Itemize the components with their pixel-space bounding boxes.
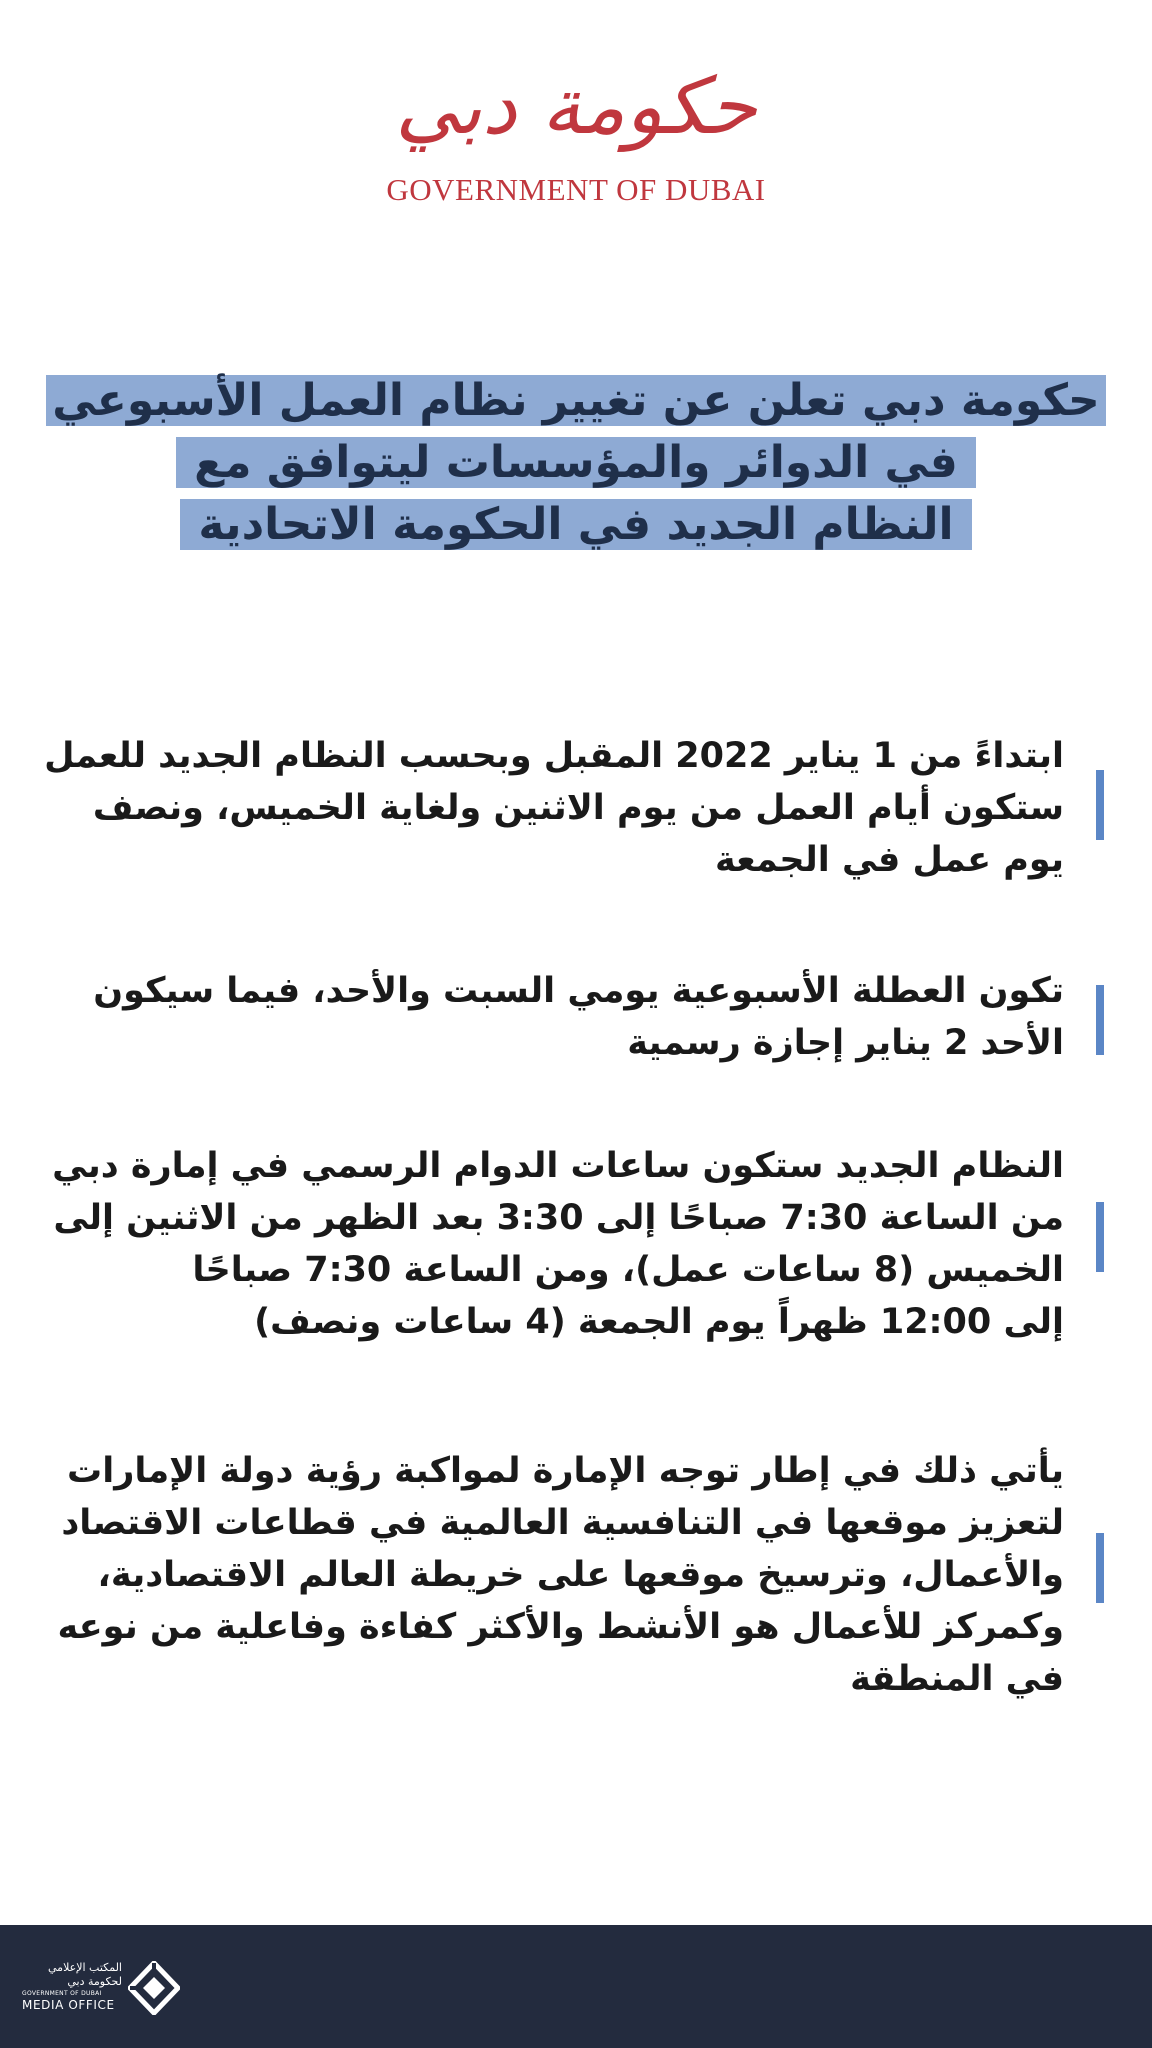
accent-bar xyxy=(1096,770,1104,840)
paragraph-text: يأتي ذلك في إطار توجه الإمارة لمواكبة رؤية دولة الإمارات لتعزيز موقعها في التنافسية العالمية في قطاعات الاقتصاد والأعمال، وترسيخ موقعها على خريطة العالم الاقتصادية، وكمركز للأعمال هو الأنشط والأكثر كفاءة وفاعلية من نوعه في المنطقة xyxy=(57,1451,1064,1699)
paragraph-text: تكون العطلة الأسبوعية يومي السبت والأحد، فيما سيكون الأحد 2 يناير إجازة رسمية xyxy=(93,971,1064,1063)
media-office-government-label: GOVERNMENT OF DUBAI xyxy=(22,1990,102,1997)
logo-english-wordmark: GOVERNMENT OF DUBAI xyxy=(386,172,766,207)
paragraph-weekend xyxy=(40,965,1104,1069)
headline-line-1: حكومة دبي تعلن عن تغيير نظام العمل الأسبوعي xyxy=(0,370,1152,432)
government-of-dubai-logo xyxy=(0,52,1152,212)
paragraph-work-days xyxy=(40,730,1104,886)
accent-bar xyxy=(1096,1202,1104,1272)
headline xyxy=(0,370,1152,556)
media-office-logo xyxy=(22,1961,182,2021)
media-office-arabic-title: المكتب الإعلامي xyxy=(48,1961,122,1974)
footer xyxy=(0,1925,1152,2048)
paragraph-working-hours xyxy=(40,1140,1104,1348)
media-office-english-label: MEDIA OFFICE xyxy=(22,1998,115,2012)
paragraph-text: ابتداءً من 1 يناير 2022 المقبل وبحسب النظام الجديد للعمل ستكون أيام العمل من يوم الاثنين ولغاية الخميس، ونصف يوم عمل في الجمعة xyxy=(44,736,1064,880)
media-office-wordmark xyxy=(22,1961,122,2012)
media-office-emblem-icon xyxy=(128,1961,180,2015)
headline-line-2: في الدوائر والمؤسسات ليتوافق مع xyxy=(0,432,1152,494)
paragraph-vision xyxy=(40,1445,1104,1705)
headline-line-3: النظام الجديد في الحكومة الاتحادية xyxy=(0,494,1152,556)
accent-bar xyxy=(1096,985,1104,1055)
paragraph-text: النظام الجديد ستكون ساعات الدوام الرسمي في إمارة دبي من الساعة 7:30 صباحًا إلى 3:30 بعد الظهر من الاثنين إلى الخميس (8 ساعات عمل)، ومن الساعة 7:30 صباحًا إلى 12:00 ظهراً يوم الجمعة (4 ساعات ونصف) xyxy=(52,1146,1064,1342)
media-office-arabic-subtitle: لحكومة دبي xyxy=(67,1975,122,1988)
logo-arabic-wordmark: حكومة دبي xyxy=(395,62,757,152)
accent-bar xyxy=(1096,1533,1104,1603)
